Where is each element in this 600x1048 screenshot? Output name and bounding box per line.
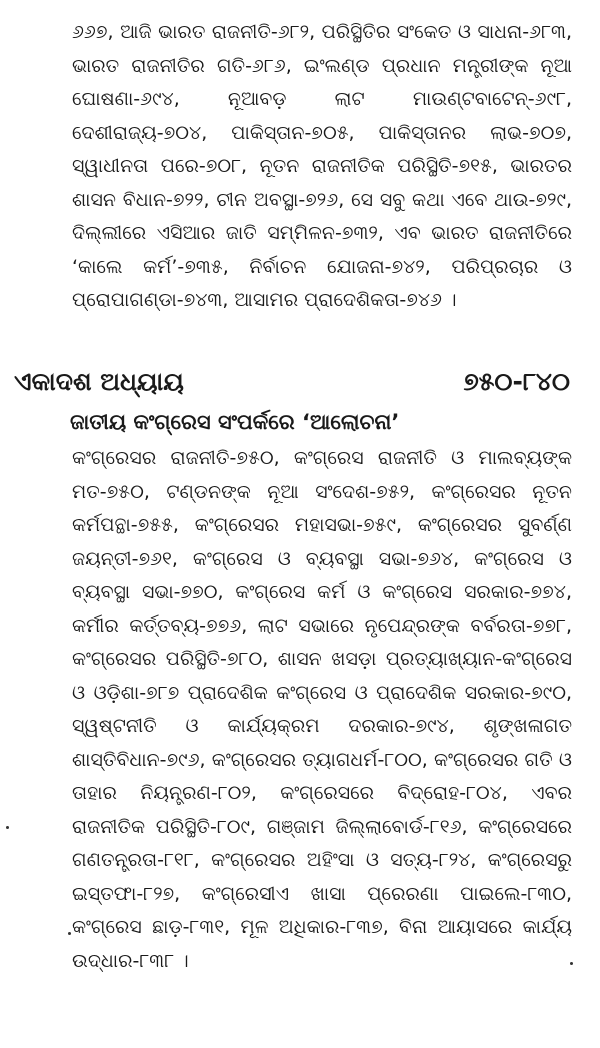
index-paragraph-previous-chapter: ୬୬୭, ଆଜି ଭାରତ ରାଜନୀତି-୬୮୨, ପରିସ୍ଥିତିର ସଂକେତ ଓ ସାଧନା-୬୮୩, ଭାରତ ରାଜନୀତିର ଗତି-୬୮୬, ଇଂଲଣ୍ଡ ପ୍ରଧାନ ମନ୍ତ୍ରୀଙ୍କ ନୂଆ ଘୋଷଣା-୬୯୪, ନୂଆବଡ଼ ଲାଟ ମାଉଣ୍ଟବାଟେନ୍-୬୯୮, ଦେଶୀରାଜ୍ୟ-୭୦୪, ପାକିସ୍ତାନ-୭୦୫, ପାକିସ୍ତାନର ଲାଭ-୭୦୭, ସ୍ୱାଧୀନତା ପରେ-୭୦୮, ନୂତନ ରାଜନୀତିକ ପରିସ୍ଥିତି-୭୧୫, ଭାରତର ଶାସନ ବିଧାନ-୭୨୨, ଚୀନ ଅବସ୍ଥା-୭୨୬, ସେ ସବୁ କଥା ଏବେ ଥାଉ-୭୨୯, ଦିଲ୍ଲୀରେ ଏସିଆର ଜାତି ସମ୍ମିଳନ-୭୩୨, ଏବ ଭାରତ ରାଜନୀତିରେ ‘କାଲେ କର୍ମ’-୭୩୫, ନିର୍ବାଚନ ଯୋଜନା-୭୪୨, ପରିପ୍ରଚାର ଓ ପ୍ରୋପାଗଣ୍ଡା-୭୪୩, ଆସାମର ପ୍ରାଦେଶିକତା-୭୪୬ । (72, 21, 572, 311)
scan-speck (570, 962, 573, 965)
chapter-heading-row (14, 362, 570, 402)
chapter-page-range: ୭୫୦-୮୪୦ (463, 367, 570, 396)
chapter-title: ଏକାଦଶ ଅଧ୍ୟାୟ (14, 367, 184, 396)
section-subheading: ଜାତୀୟ କଂଗ୍ରେସ ସଂପର୍କରେ ‘ଆଲୋଚନା’ (70, 410, 400, 434)
scan-speck (6, 826, 9, 829)
scan-speck (68, 932, 71, 935)
index-paragraph-chapter-eleven: କଂଗ୍ରେସର ରାଜନୀତି-୭୫୦, କଂଗ୍ରେସ ରାଜନୀତି ଓ ମାଲବ୍ୟଙ୍କ ମତ-୭୫୦, ଟଣ୍ଡନଙ୍କ ନୂଆ ସଂଦେଶ-୭୫୨, କଂଗ୍ରେସର ନୂତନ କର୍ମପନ୍ଥା-୭୫୫, କଂଗ୍ରେସର ମହାସଭା-୭୫୯, କଂଗ୍ରେସର ସୁବର୍ଣ୍ଣ ଜୟନ୍ତୀ-୭୬୧, କଂଗ୍ରେସ ଓ ବ୍ୟବସ୍ଥା ସଭା-୭୬୪, କଂଗ୍ରେସ ଓ ବ୍ୟବସ୍ଥା ସଭା-୭୭୦, କଂଗ୍ରେସ କର୍ମ ଓ କଂଗ୍ରେସ ସରକାର-୭୭୪, କର୍ମୀର କର୍ତ୍ତବ୍ୟ-୭୭୬, ଲାଟ ସଭାରେ ନୃପେନ୍ଦ୍ରଙ୍କ ବର୍ବରତା-୭୭୮, କଂଗ୍ରେସର ପରିସ୍ଥିତି-୭୮୦, ଶାସନ ଖସଡ଼ା ପ୍ରତ୍ୟାଖ୍ୟାନ-କଂଗ୍ରେସ ଓ ଓଡ଼ିଶା-୭୮୭ ପ୍ରାଦେଶିକ କଂଗ୍ରେସ ଓ ପ୍ରାଦେଶିକ ସରକାର-୭୯୦, ସ୍ୱଷ୍ଟନୀତି ଓ କାର୍ଯ୍ୟକ୍ରମ ଦରକାର-୭୯୪, ଶୃଙ୍ଖଳାଗତ ଶାସ୍ତିବିଧାନ-୭୯୬, କଂଗ୍ରେସର ତ୍ୟାଗଧର୍ମ-୮୦୦, କଂଗ୍ରେସର ଗତି ଓ ତାହାର ନିୟନ୍ତ୍ରଣ-୮୦୨, କଂଗ୍ରେସରେ ବିଦ୍ରୋହ-୮୦୪, ଏବର ରାଜନୀତିକ ପରିସ୍ଥିତି-୮୦୯, ଗଞ୍ଜାମ ଜିଲ୍ଲାବୋର୍ଡ-୮୧୬, କଂଗ୍ରେସରେ ଗଣତନ୍ତ୍ରତା-୮୧୮, କଂଗ୍ରେସର ଅହିଂସା ଓ ସତ୍ୟ-୮୨୪, କଂଗ୍ରେସରୁ ଇସ୍ତଫା-୮୨୭, କଂଗ୍ରେସୀଏ ଖାସା ପ୍ରେରଣା ପାଇଲେ-୮୩୦, କଂଗ୍ରେସ ଛାଡ଼-୮୩୧, ମୂଳ ଅଧିକାର-୮୩୭, ବିନା ଆୟାସରେ କାର୍ଯ୍ୟ ଉଦ୍ଧାର-୮୩୮ । (72, 447, 572, 972)
